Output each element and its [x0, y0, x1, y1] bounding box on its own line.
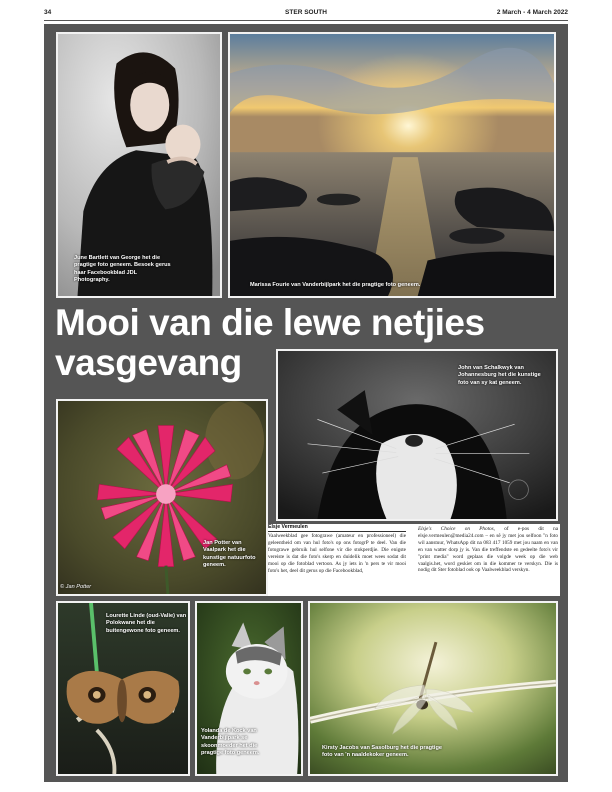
dahlia-watermark: © Jan Potter [60, 584, 92, 590]
facebook-page-name: Elsje's Choice on Photos, [418, 526, 495, 532]
issue-date: 2 March - 4 March 2022 [496, 9, 568, 16]
caption-dahlia: Jan Potter van Vaalpark het die kunstige natuurfoto geneem. [203, 540, 256, 569]
caption-cat-bw: John van Schalkwyk van Johannesburg het die kunstige foto van sy kat geneem. [458, 365, 541, 386]
page-number: 34 [44, 9, 52, 16]
page-header [44, 9, 568, 20]
caption-sunset: Marissa Fourie van Vanderbijlpark het die pragtige foto geneem. [250, 282, 421, 288]
article-column-1: Vaalweekblad gee fotograwe (amateur en professioneel) die geleentheid om van hul foto's op ons fotogrP te deel. Van die fotograwe gebruik hul selfone vir die stokperdjie. Die enigste vereiste is dat die foto's skerp en duidelik moet wees sodat dit mooi op die fotoblad vertoon. As jy iets in 'n pers te vir mooi foto's het, deel dit gerus op die Facebookblad, [268, 533, 406, 574]
headline-line-1: Mooi van die lewe netjies [55, 302, 485, 343]
caption-dragonfly: Kirsty Jacobs van Sasolburg het die pragtige foto van 'n naaldekoker geneem. [322, 745, 442, 759]
caption-mother-baby: June Bartlett van George het die pragtige foto geneem. Besoek gerus haar Facebookblad JDL Photography. [74, 255, 171, 284]
article-byline: Elsje Vermeulen [268, 524, 406, 532]
article-text [268, 524, 560, 596]
caption-kitten: Yolanda de Kock van Vanderbijlpark se skoonmoeder het die pragtige foto geneem. [201, 728, 260, 757]
article-column-2 [418, 526, 558, 574]
header-rule [44, 20, 568, 21]
publication-name: STER SOUTH [285, 9, 327, 16]
caption-moth: Lourette Linde (oud-Valie) van Polokwane het die buitengewone foto geneem. [106, 613, 187, 634]
photo-sunset [228, 32, 556, 298]
headline-line-2: vasgevang [55, 342, 242, 383]
article-column-2-text: of e-pos dit na elsje.vermeulen@media24.com – en sê jy met jou selfoon "n foto wil aanstuur, WhatsApp dit na 083 417 1059 met jou naam en van en van watter dorp jy is. Van die treffendste en gedeelte foto's vir "print media" word geplaas die volgde week op die web vaalgis.het, word geskiet om in die kommer te verskyn. Die is nodig dit Ster fotoblad ook op Vaalweekblad verskyn. [418, 526, 558, 574]
